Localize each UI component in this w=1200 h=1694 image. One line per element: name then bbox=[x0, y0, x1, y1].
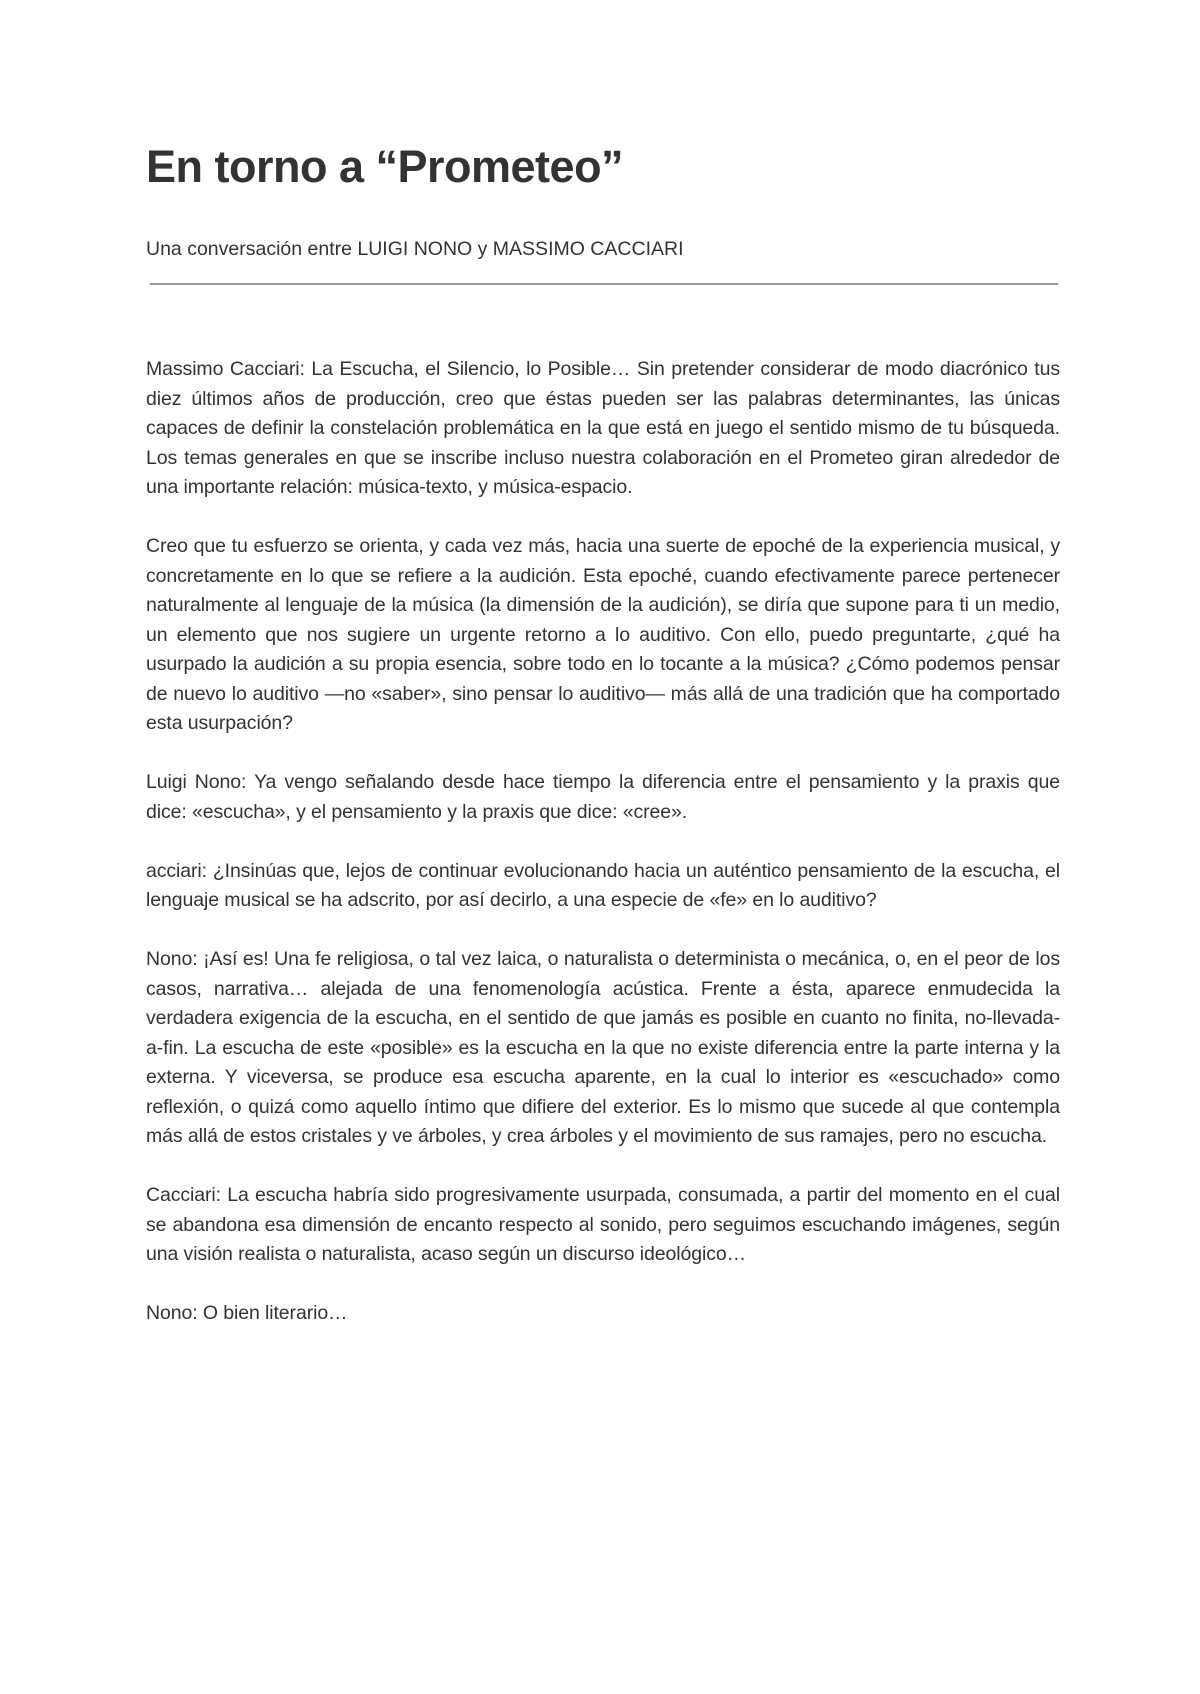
document-subtitle: Una conversación entre LUIGI NONO y MASSIMO CACCIARI bbox=[146, 238, 684, 260]
paragraph: acciari: ¿Insinúas que, lejos de continuar evolucionando hacia un auténtico pensamiento de la escucha, el lenguaje musical se ha adscrito, por así decirlo, a una especie de «fe» en lo auditivo? bbox=[146, 859, 1060, 911]
title-divider bbox=[150, 283, 1058, 285]
document-title: En torno a “Prometeo” bbox=[146, 141, 624, 192]
document-body bbox=[146, 355, 1060, 1358]
paragraph: Massimo Cacciari: La Escucha, el Silencio, lo Posible… Sin pretender considerar de modo diacrónico tus diez últimos años de producción, creo que éstas pueden ser las palabras determinantes, las únicas capaces de definir la constelación problemática en la que está en juego el sentido mismo de tu búsqueda. Los temas generales en que se inscribe incluso nuestra colaboración en el Prometeo giran alrededor de una importante relación: música-texto, y música-espacio. bbox=[146, 358, 1060, 498]
paragraph: Luigi Nono: Ya vengo señalando desde hace tiempo la diferencia entre el pensamiento y la praxis que dice: «escucha», y el pensamiento y la praxis que dice: «cree». bbox=[146, 771, 1060, 823]
paragraph: Cacciari: La escucha habría sido progresivamente usurpada, consumada, a partir del momento en el cual se abandona esa dimensión de encanto respecto al sonido, pero seguimos escuchando imágenes, según una visión realista o naturalista, acaso según un discurso ideológico… bbox=[146, 1184, 1060, 1265]
paragraph: Creo que tu esfuerzo se orienta, y cada vez más, hacia una suerte de epoché de la experiencia musical, y concretamente en lo que se refiere a la audición. Esta epoché, cuando efectivamente parece pertenecer naturalmente al lenguaje de la música (la dimensión de la audición), se diría que supone para ti un medio, un elemento que nos sugiere un urgente retorno a lo auditivo. Con ello, puedo preguntarte, ¿qué ha usurpado la audición a su propia esencia, sobre todo en lo tocante a la música? ¿Cómo podemos pensar de nuevo lo auditivo —no «saber», sino pensar lo auditivo— más allá de una tradición que ha comportado esta usurpación? bbox=[146, 535, 1060, 734]
paragraph: Nono: ¡Así es! Una fe religiosa, o tal vez laica, o naturalista o determinista o mecánica, o, en el peor de los casos, narrativa… alejada de una fenomenología acústica. Frente a ésta, aparece enmudecida la verdadera exigencia de la escucha, en el sentido de que jamás es posible en cuanto no finita, no-llevada-a-fin. La escucha de este «posible» es la escucha en la que no existe diferencia entre la parte interna y la externa. Y viceversa, se produce esa escucha aparente, en la cual lo interior es «escuchado» como reflexión, o quizá como aquello íntimo que difiere del exterior. Es lo mismo que sucede al que contempla más allá de estos cristales y ve árboles, y crea árboles y el movimiento de sus ramajes, pero no escucha. bbox=[146, 948, 1060, 1147]
paragraph: Nono: O bien literario… bbox=[146, 1302, 348, 1324]
